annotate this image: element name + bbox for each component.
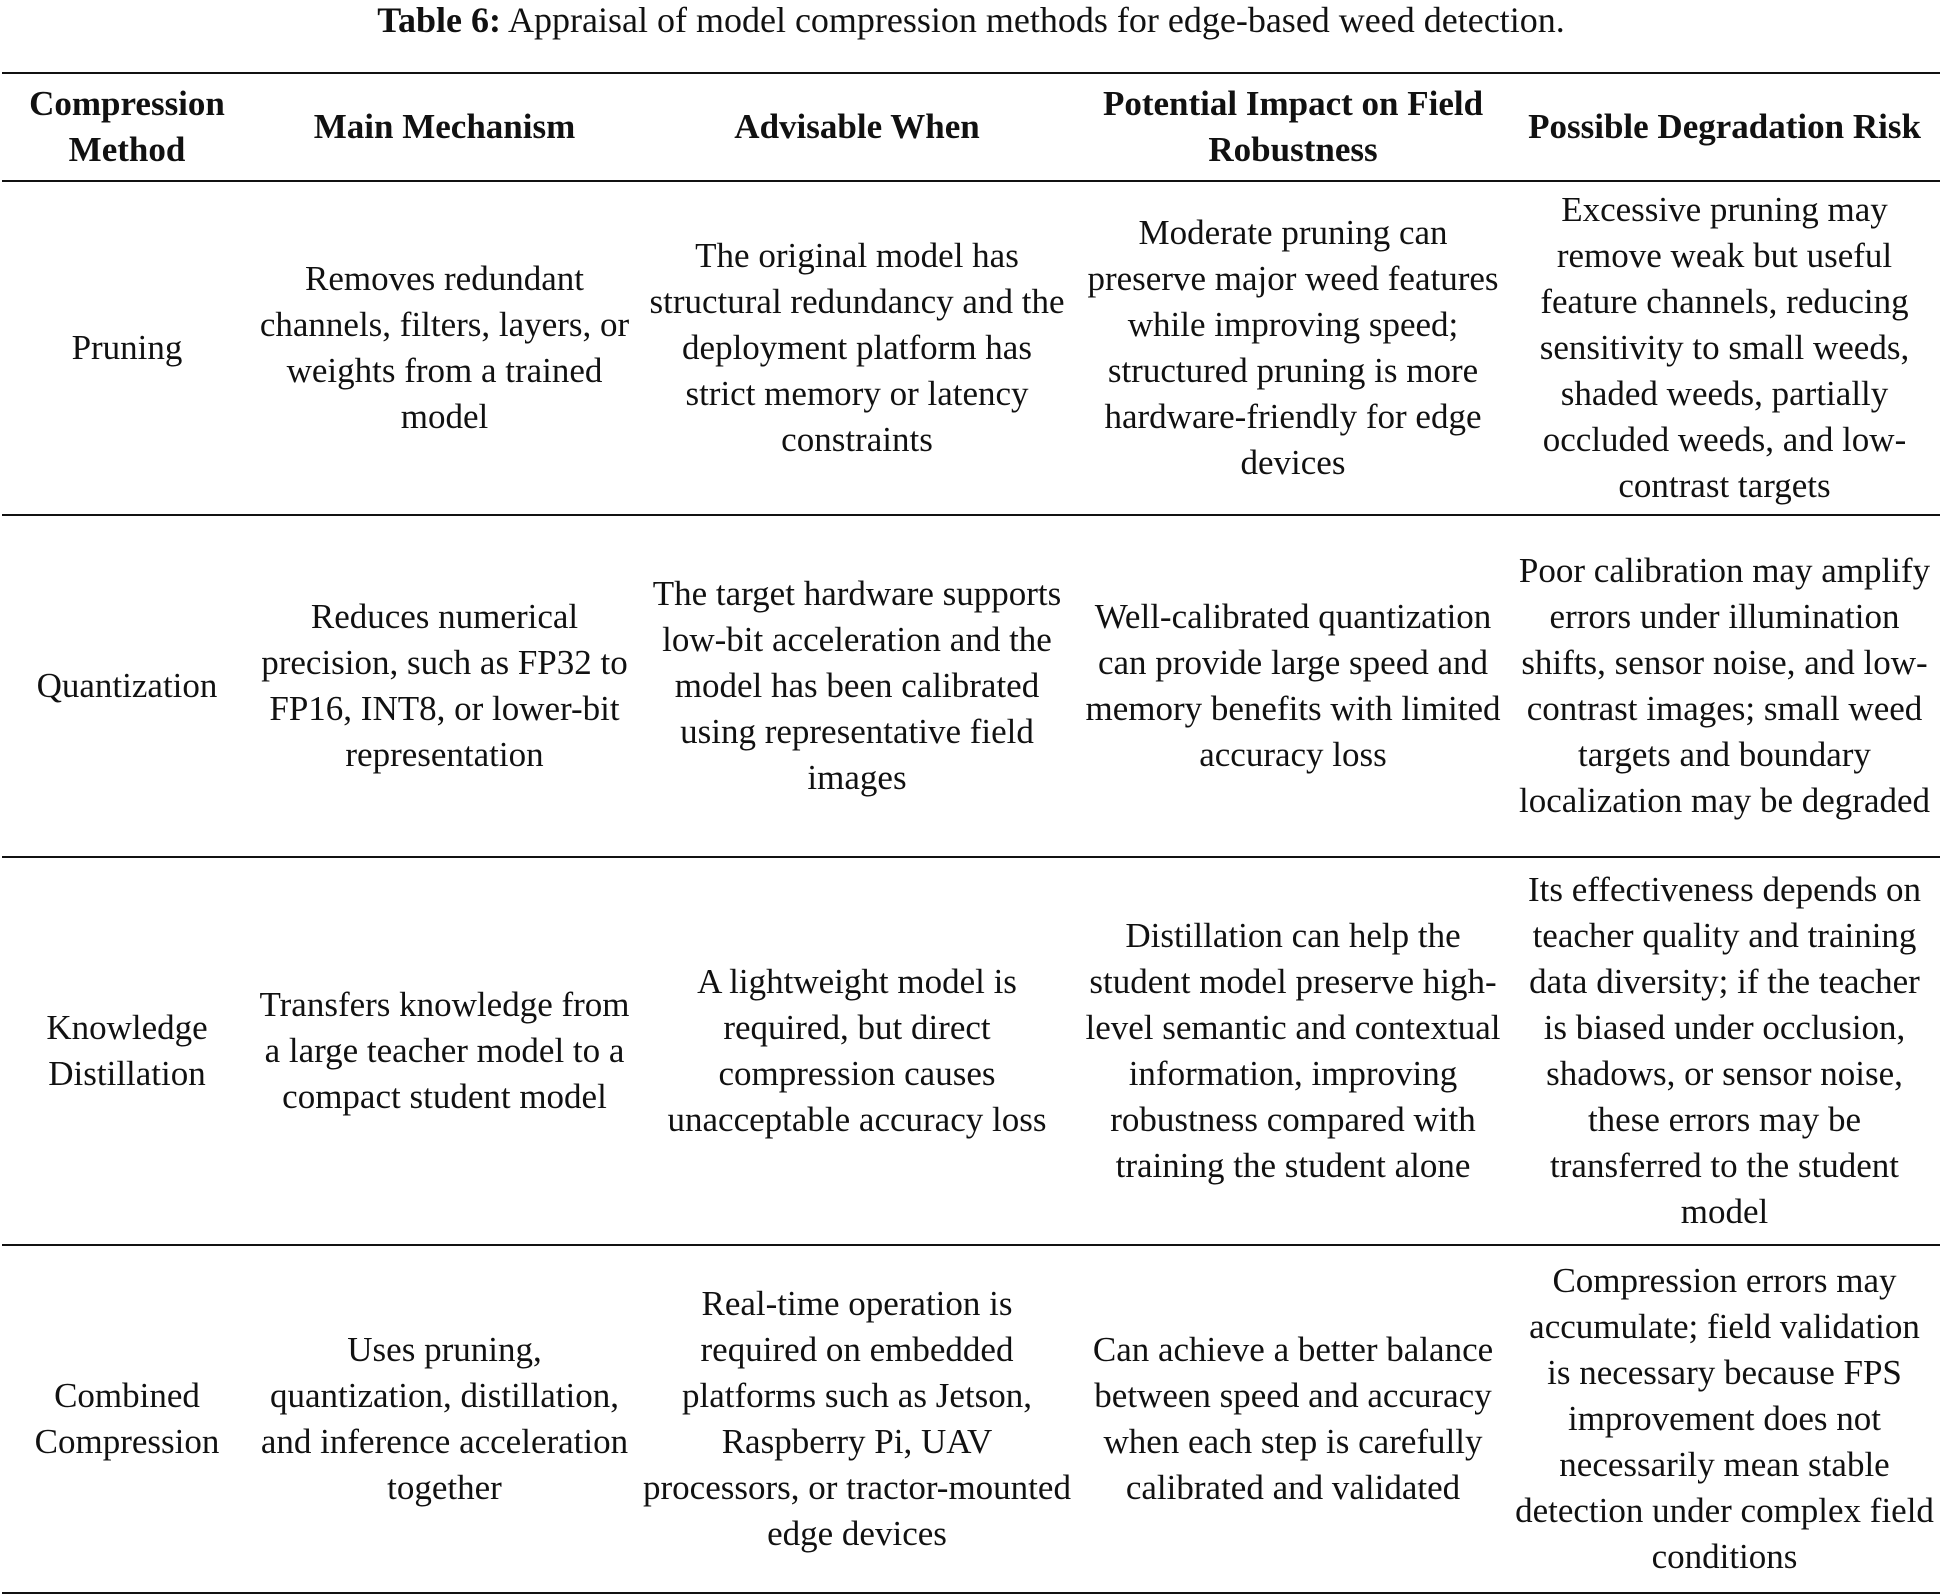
header-advisable-when: Advisable When — [734, 107, 980, 146]
header-potential-impact: Potential Impact on Field Robustness — [1102, 84, 1484, 169]
table-caption — [0, 0, 1942, 50]
table-caption-label: Table 6: — [377, 0, 501, 40]
cell-method: Quantization — [36, 666, 218, 705]
cell-impact: Well-calibrated quantization can provide large speed and memory benefits with limited accuracy loss — [1085, 597, 1501, 774]
table-row — [2, 857, 1940, 1245]
cell-advisable-when: A lightweight model is required, but direct compression causes unacceptable accuracy loss — [667, 962, 1047, 1139]
cell-advisable-when: The original model has structural redundancy and the deployment platform has strict memory or latency constraints — [649, 236, 1065, 459]
cell-impact: Distillation can help the student model preserve high-level semantic and contextual information, improving robustness compared with training the student alone — [1085, 916, 1501, 1185]
cell-risk: Poor calibration may amplify errors under illumination shifts, sensor noise, and low-contrast images; small weed targets and boundary localization may be degraded — [1518, 551, 1931, 820]
cell-impact: Can achieve a better balance between speed and accuracy when each step is carefully calibrated and validated — [1092, 1330, 1494, 1507]
header-degradation-risk: Possible Degradation Risk — [1528, 107, 1921, 146]
table-caption-text: Appraisal of model compression methods for edge-based weed detection. — [508, 0, 1565, 40]
cell-mechanism: Reduces numerical precision, such as FP32 to FP16, INT8, or lower-bit representation — [261, 597, 628, 774]
header-main-mechanism: Main Mechanism — [313, 107, 576, 146]
cell-mechanism: Transfers knowledge from a large teacher model to a compact student model — [259, 985, 630, 1116]
compression-methods-table — [2, 72, 1940, 1594]
table-row — [2, 515, 1940, 857]
cell-risk: Its effectiveness depends on teacher quality and training data diversity; if the teacher is biased under occlusion, shadows, or sensor noise, these errors may be transferred to the student model — [1528, 870, 1921, 1231]
cell-mechanism: Uses pruning, quantization, distillation, and inference acceleration together — [260, 1330, 629, 1507]
cell-method: Pruning — [71, 328, 183, 367]
cell-method: Knowledge Distillation — [46, 1008, 208, 1093]
cell-mechanism: Removes redundant channels, filters, layers, or weights from a trained model — [259, 259, 630, 436]
header-compression-method: Compression Method — [29, 84, 225, 169]
cell-advisable-when: Real-time operation is required on embedded platforms such as Jetson, Raspberry Pi, UAV processors, or tractor-mounted edge devices — [643, 1284, 1071, 1553]
table-row — [2, 181, 1940, 515]
cell-risk: Excessive pruning may remove weak but useful feature channels, reducing sensitivity to small weeds, shaded weeds, partially occluded weeds, and low-contrast targets — [1539, 190, 1910, 505]
table-header-row — [2, 73, 1940, 181]
cell-method: Combined Compression — [34, 1376, 220, 1461]
cell-advisable-when: The target hardware supports low-bit acceleration and the model has been calibrated using representative field images — [652, 574, 1062, 797]
cell-impact: Moderate pruning can preserve major weed features while improving speed; structured pruning is more hardware-friendly for edge devices — [1087, 213, 1499, 482]
table-row — [2, 1245, 1940, 1593]
cell-risk: Compression errors may accumulate; field validation is necessary because FPS improvement does not necessarily mean stable detection under complex field conditions — [1515, 1261, 1934, 1576]
